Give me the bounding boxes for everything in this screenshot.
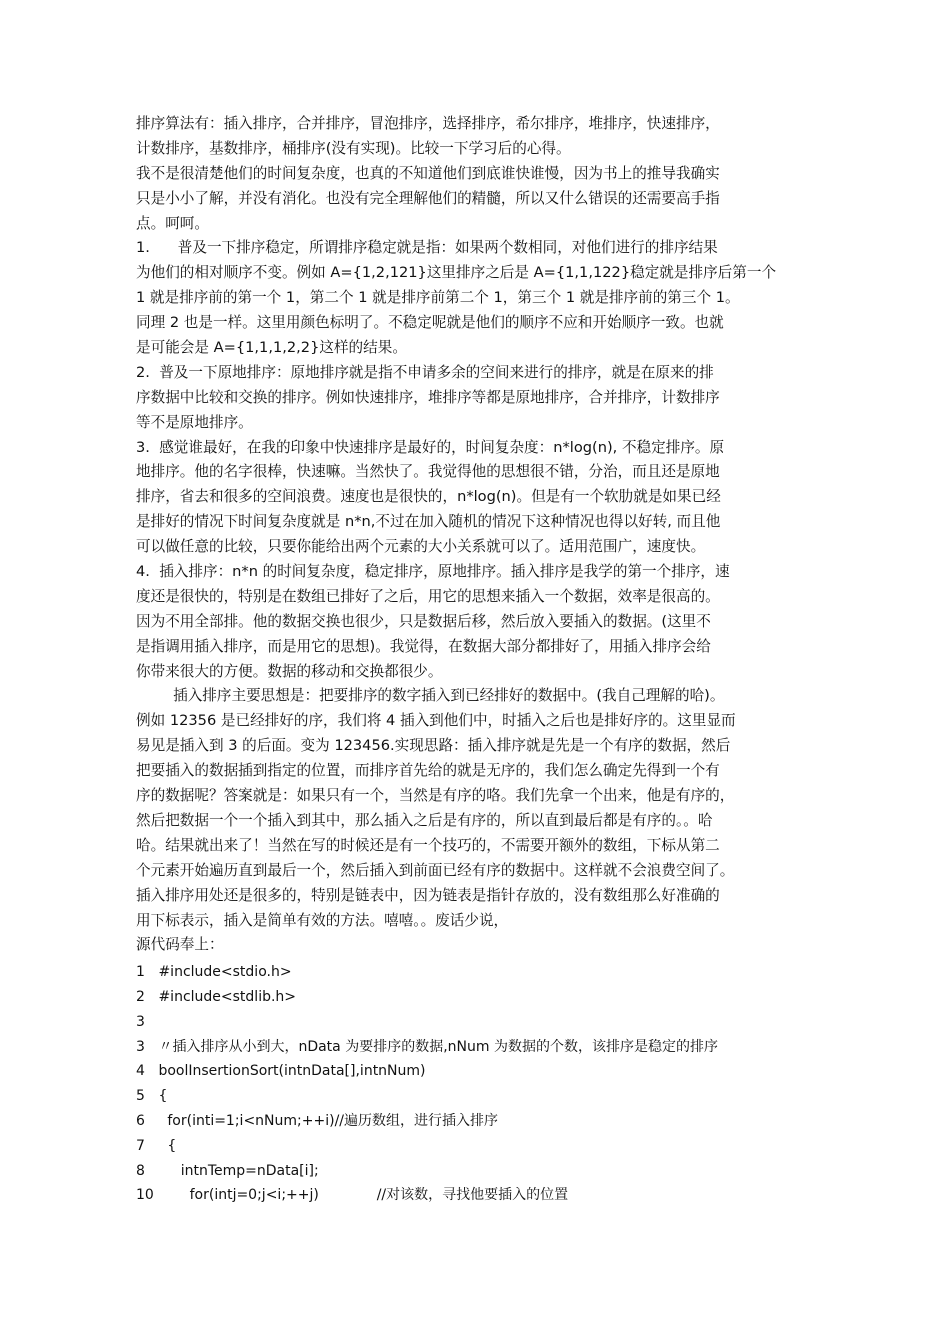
text-line: 插入排序主要思想是：把要排序的数字插入到已经排好的数据中。(我自己理解的哈)。 [136,687,725,705]
code-text: { [154,1088,168,1105]
text-line: 3. 感觉谁最好，在我的印象中快速排序是最好的，时间复杂度：n*log(n), 不稳定排序。原 [136,438,725,456]
text-line: 用下标表示，插入是简单有效的方法。嘻嘻。。废话少说， [136,911,509,929]
code-line [136,1059,826,1084]
text-line: 源代码奉上： [136,936,224,954]
text-line: 你带来很大的方便。数据的移动和交换都很少。 [136,662,443,680]
article-text [136,112,826,958]
text-line: 例如 12356 是已经排好的序，我们将 4 插入到他们中，时插入之后也是排好序的。这里显而 [136,712,736,730]
line-number: 3 [136,1013,145,1030]
text-line: 地排序。他的名字很棒，快速嘛。当然快了。我觉得他的思想很不错，分治，而且还是原地 [136,463,720,481]
code-text: #include<stdio.h> [154,964,292,981]
code-line [136,1109,826,1134]
code-line [136,960,826,985]
text-line: 可以做任意的比较，只要你能给出两个元素的大小关系就可以了。适用范围广，速度快。 [136,538,706,556]
text-line: 序数据中比较和交换的排序。例如快速排序，堆排序等都是原地排序，合并排序，计数排序 [136,388,720,406]
line-number: 3 [136,1038,145,1055]
text-line: 同理 2 也是一样。这里用颜色标明了。不稳定呢就是他们的顺序不应和开始顺序一致。也就 [136,314,724,332]
code-line [136,1010,826,1035]
text-line: 然后把数据一个一个插入到其中，那么插入之后是有序的，所以直到最后都是有序的。。哈 [136,811,713,829]
text-line: 4. 插入排序：n*n 的时间复杂度，稳定排序，原地排序。插入排序是我学的第一个排序，速 [136,563,730,581]
text-line: 等不是原地排序。 [136,413,253,431]
line-number: 2 [136,989,145,1006]
text-line: 是排好的情况下时间复杂度就是 n*n,不过在加入随机的情况下这种情况也得以好转, 而且他 [136,513,721,531]
text-line: 因为不用全部排。他的数据交换也很少，只是数据后移，然后放入要插入的数据。(这里不 [136,612,711,630]
line-number: 5 [136,1088,145,1105]
text-line: 易见是插入到 3 的后面。变为 123456.实现思路：插入排序就是先是一个有序的数据，然后 [136,737,731,755]
line-number: 4 [136,1063,145,1080]
code-line [136,1183,826,1208]
code-listing [136,960,826,1208]
text-line: 点。呵呵。 [136,214,209,232]
line-number: 6 [136,1113,145,1130]
text-line: 哈。结果就出来了！当然在写的时候还是有一个技巧的，不需要开额外的数组，下标从第二 [136,836,720,854]
code-text: { [154,1137,177,1154]
text-line: 个元素开始遍历直到最后一个，然后插入到前面已经有序的数据中。这样就不会浪费空间了。 [136,861,735,879]
line-number: 10 [136,1187,154,1204]
text-line: 1. 普及一下排序稳定，所谓排序稳定就是指：如果两个数相同，对他们进行的排序结果 [136,239,718,257]
line-number: 8 [136,1162,145,1179]
line-number: 1 [136,964,145,981]
text-line: 把要插入的数据插到指定的位置，而排序首先给的就是无序的，我们怎么确定先得到一个有 [136,762,720,780]
text-line: 是可能会是 A={1,1,1,2,2}这样的结果。 [136,339,407,357]
code-text: for(intj=0;j<i;++j) //对该数，寻找他要插入的位置 [154,1187,569,1204]
code-text: for(inti=1;i<nNum;++i)//遍历数组，进行插入排序 [154,1113,498,1130]
code-line [136,1159,826,1184]
text-line: 为他们的相对顺序不变。例如 A={1,2,121}这里排序之后是 A={1,1,122}稳定就是排序后第一个 [136,264,777,282]
text-line: 只是小小了解，并没有消化。也没有完全理解他们的精髓，所以又什么错误的还需要高手指 [136,189,720,207]
code-text: boolInsertionSort(intnData[],intnNum) [154,1063,426,1080]
code-line [136,985,826,1010]
code-text: 〃插入排序从小到大，nData 为要排序的数据,nNum 为数据的个数，该排序是稳定的排序 [154,1038,718,1055]
line-number: 7 [136,1137,145,1154]
text-line: 度还是很快的，特别是在数组已排好了之后，用它的思想来插入一个数据，效率是很高的。 [136,587,720,605]
text-line: 排序，省去和很多的空间浪费。速度也是很快的，n*log(n)。但是有一个软肋就是如果已经 [136,488,721,506]
document-body [136,112,826,1208]
code-line [136,1084,826,1109]
text-line: 是指调用插入排序，而是用它的思想)。我觉得，在数据大部分都排好了，用插入排序会给 [136,637,711,655]
text-line: 排序算法有：插入排序，合并排序，冒泡排序，选择排序，希尔排序，堆排序，快速排序， [136,115,720,132]
code-text: intnTemp=nData[i]; [154,1162,319,1179]
text-line: 计数排序，基数排序，桶排序(没有实现)。比较一下学习后的心得。 [136,139,571,157]
text-line: 序的数据呢？答案就是：如果只有一个，当然是有序的咯。我们先拿一个出来，他是有序的， [136,787,735,805]
text-line: 我不是很清楚他们的时间复杂度，也真的不知道他们到底谁快谁慢，因为书上的推导我确实 [136,164,720,182]
code-text: #include<stdlib.h> [154,989,297,1006]
text-line: 2. 普及一下原地排序：原地排序就是指不申请多余的空间来进行的排序，就是在原来的排 [136,363,714,381]
text-line: 插入排序用处还是很多的，特别是链表中，因为链表是指针存放的，没有数组那么好准确的 [136,886,720,904]
code-line [136,1035,826,1060]
code-line [136,1134,826,1159]
text-line: 1 就是排序前的第一个 1，第二个 1 就是排序前第二个 1，第三个 1 就是排序前的第三个 1。 [136,289,740,307]
